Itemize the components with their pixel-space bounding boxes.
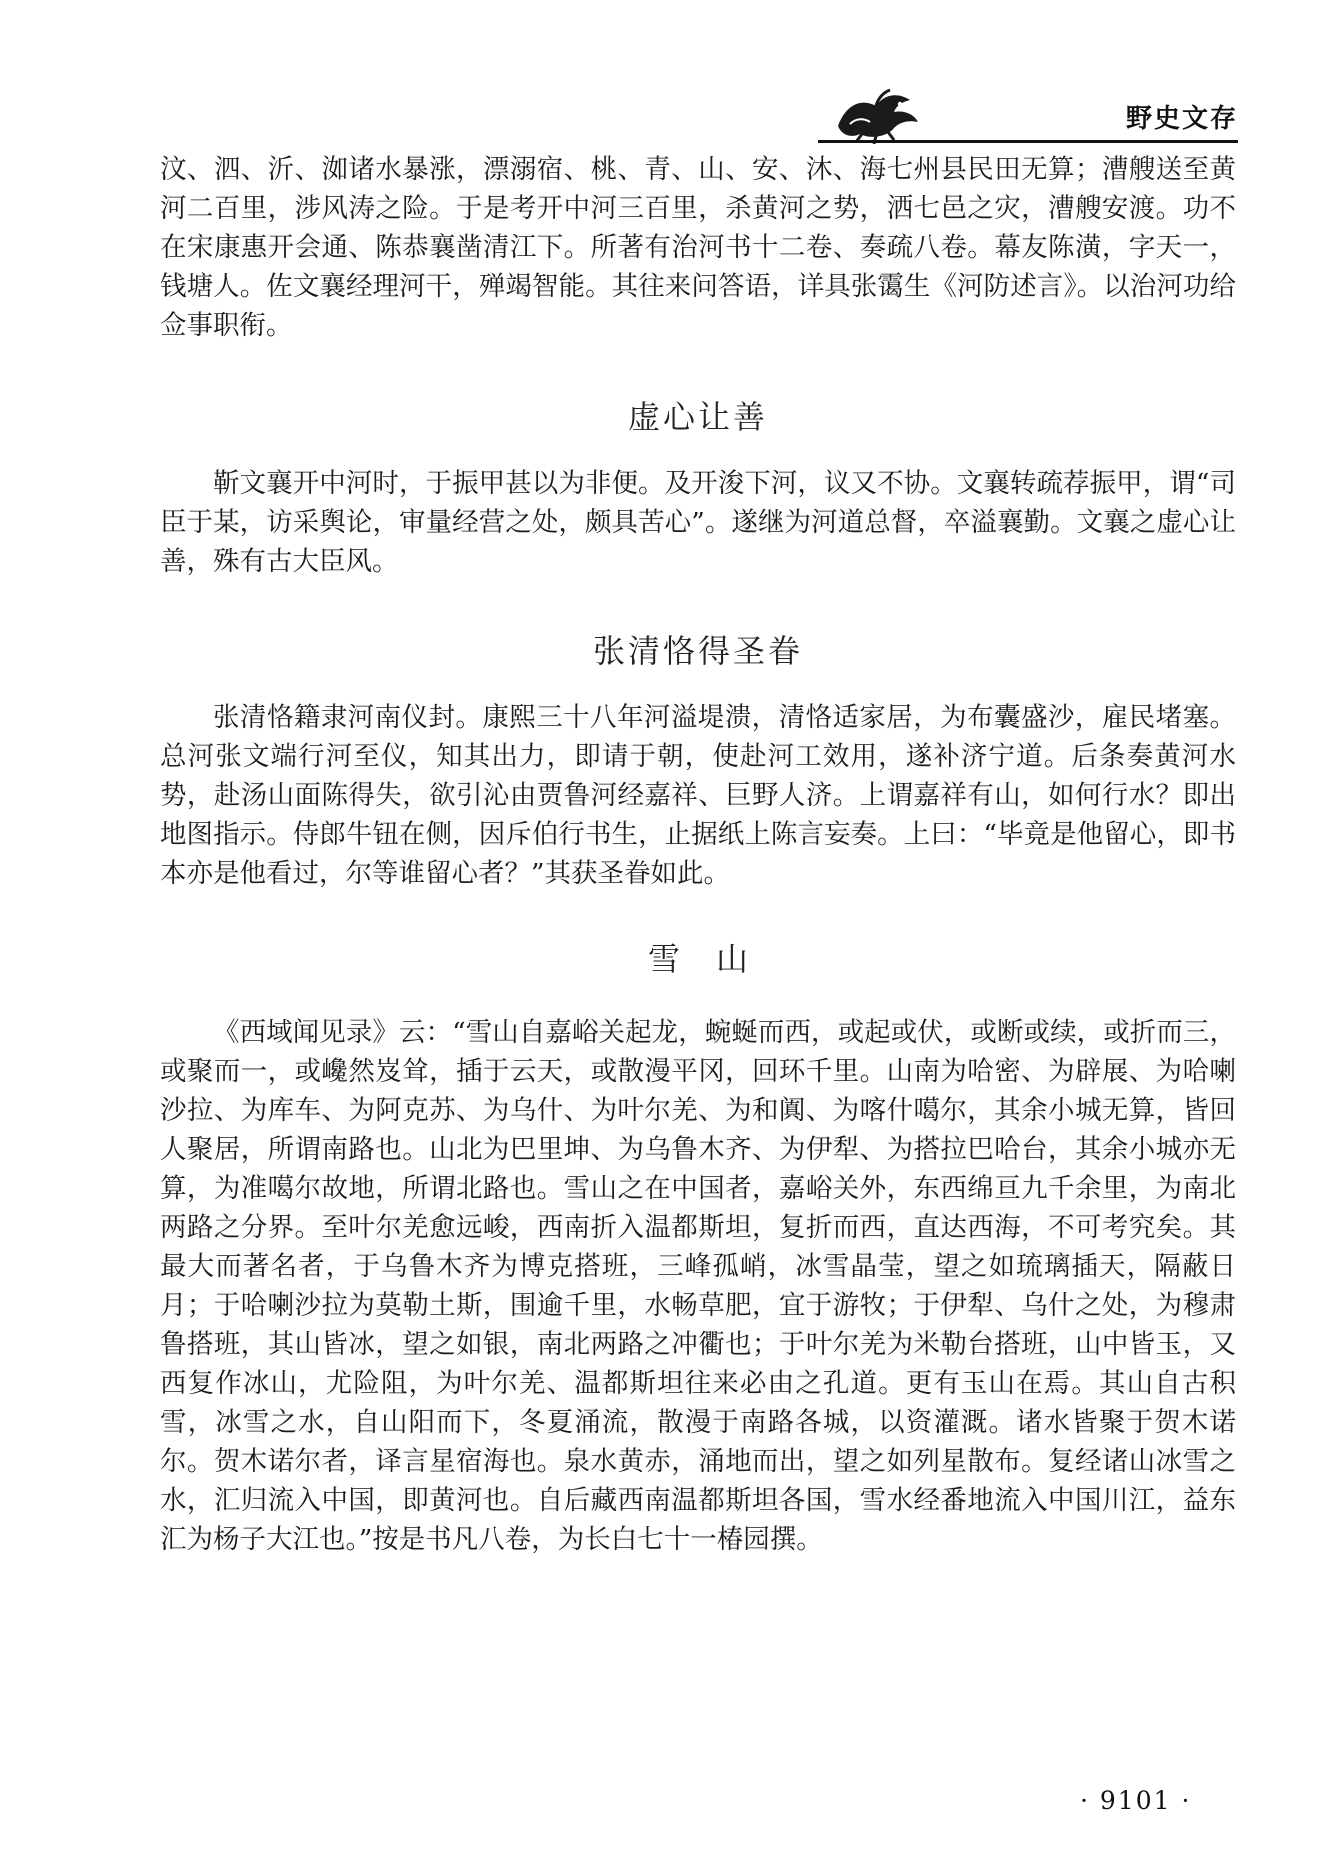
section-heading-xuxin: 虚心让善 (627, 398, 768, 436)
section-paragraph-xuxin: 靳文襄开中河时，于振甲甚以为非便。及开浚下河，议又不协。文襄转疏荐振甲，谓“司臣于某，访采舆论，审量经营之处，颇具苦心”。遂继为河道总督，卒溢襄勤。文襄之虚心让善，殊有古大臣风。 (160, 468, 1236, 577)
section-paragraph-xueshan: 《西域闻见录》云：“雪山自嘉峪关起龙，蜿蜒而西，或起或伏，或断或续，或折而三，或聚而一，或巉然岌耸，插于云天，或散漫平冈，回环千里。山南为哈密、为辟展、为哈喇沙拉、为库车、为阿克苏、为乌什、为叶尔羌、为和阗、为喀什噶尔，其余小城无算，皆回人聚居，所谓南路也。山北为巴里坤、为乌鲁木齐、为伊犁、为搭拉巴哈台，其余小城亦无算，为准噶尔故地，所谓北路也。雪山之在中国者，嘉峪关外，东西绵亘九千余里，为南北两路之分界。至叶尔羌愈远峻，西南折入温都斯坦，复折而西，直达西海，不可考究矣。其最大而著名者，于乌鲁木齐为博克搭班，三峰孤峭，冰雪晶莹，望之如琉璃插天，隔蔽日月；于哈喇沙拉为莫勒土斯，围逾千里，水畅草肥，宜于游牧；于伊犁、乌什之处，为穆肃鲁搭班，其山皆冰，望之如银，南北两路之冲衢也；于叶尔羌为米勒台搭班，山中皆玉，又西复作冰山，尤险阻，为叶尔羌、温都斯坦往来必由之孔道。更有玉山在焉。其山自古积雪，冰雪之水，自山阳而下，冬夏涌流，散漫于南路各城，以资灌溉。诸水皆聚于贺木诺尔。贺木诺尔者，译言星宿海也。泉水黄赤，涌地而出，望之如列星散布。复经诸山冰雪之水，汇归流入中国，即黄河也。自后藏西南温都斯坦各国，雪水经番地流入中国川江，益东汇为杨子大江也。”按是书凡八卷，为长白七十一椿园撰。 (160, 1017, 1236, 1555)
header-title: 野史文存 (1125, 104, 1238, 134)
dragon-emblem-icon (832, 84, 922, 144)
section-heading-zhangqingke: 张清恪得圣眷 (592, 632, 803, 670)
continued-paragraph: 汶、泗、沂、洳诸水暴涨，漂溺宿、桃、青、山、安、沐、海七州县民田无算；漕艘送至黄河二百里，涉风涛之险。于是考开中河三百里，杀黄河之势，洒七邑之灾，漕艘安渡。功不在宋康惠开会通、陈恭襄凿清江下。所著有治河书十二卷、奏疏八卷。幕友陈潢，字天一，钱塘人。佐文襄经理河干，殚竭智能。其往来问答语，详具张霭生《河防述言》。以治河功给佥事职衔。 (160, 154, 1236, 341)
running-header (818, 78, 1238, 158)
header-rule (818, 140, 1238, 143)
page-body (160, 150, 1236, 1559)
section-heading-xueshan: 雪山 (647, 940, 784, 978)
section-paragraph-zhangqingke: 张清恪籍隶河南仪封。康熙三十八年河溢堤溃，清恪适家居，为布囊盛沙，雇民堵塞。总河张文端行河至仪，知其出力，即请于朝，使赴河工效用，遂补济宁道。后条奏黄河水势，赴汤山面陈得失，欲引沁由贾鲁河经嘉祥、巨野人济。上谓嘉祥有山，如何行水？即出地图指示。侍郎牛钮在侧，因斥伯行书生，止据纸上陈言妄奏。上曰：“毕竟是他留心，即书本亦是他看过，尔等谁留心者？”其获圣眷如此。 (160, 702, 1236, 889)
page-number: · 9101 · (1080, 1786, 1192, 1815)
